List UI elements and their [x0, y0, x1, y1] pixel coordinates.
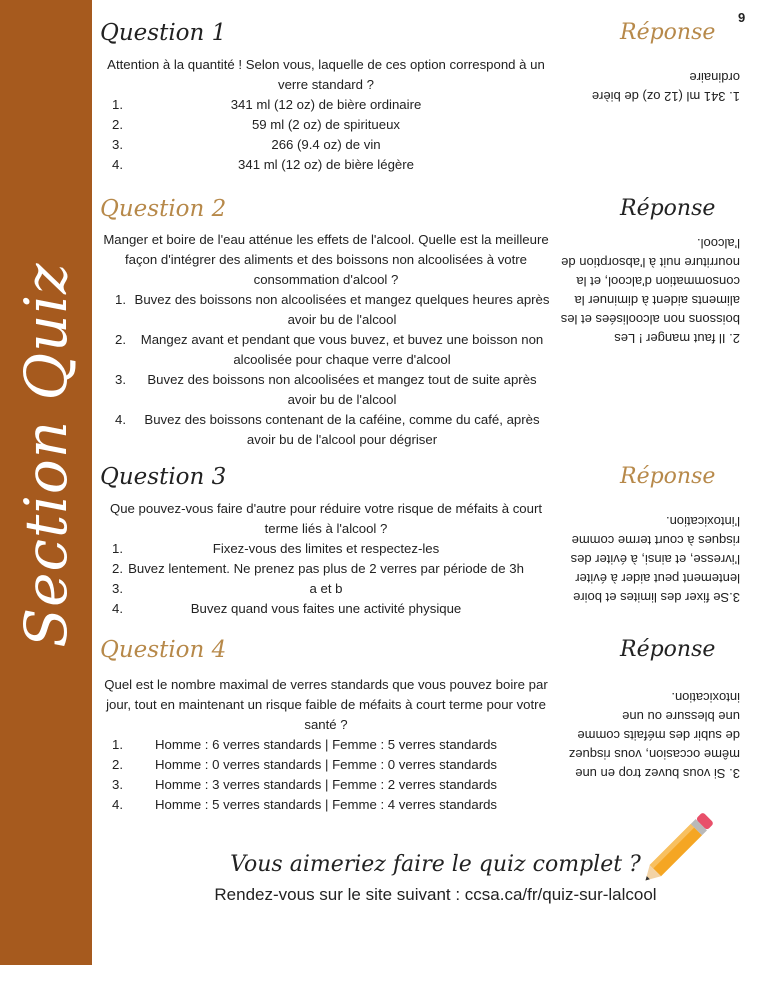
sidebar-title: Section Quiz	[12, 262, 80, 648]
option: 2. 59 ml (2 oz) de spiritueux	[112, 117, 401, 132]
answer-4-title: Réponse	[620, 637, 716, 662]
question-3-options	[100, 539, 552, 619]
question-4-options	[100, 735, 552, 815]
option: 1. 341 ml (12 oz) de bière ordinaire	[112, 97, 422, 112]
page-number: 9	[738, 10, 746, 25]
question-2-title: Question 2	[100, 196, 227, 222]
answer-4-text: 3. Si vous buvez trop en une même occasion, vous risquez de subir des méfaits comme une blessure ou une intoxication.	[568, 690, 740, 781]
option: 3. a et b	[112, 581, 343, 596]
option: 4. Buvez quand vous faites une activité physique	[112, 601, 462, 616]
option: 2. Buvez lentement. Ne prenez pas plus de 2 verres par période de 3h	[112, 561, 524, 576]
question-4-title: Question 4	[100, 637, 227, 663]
answer-2-title: Réponse	[620, 196, 716, 221]
question-4-text: Quel est le nombre maximal de verres standards que vous pouvez boire par jour, tout en maintenant un risque faible de méfaits à court terme pour votre santé ?	[104, 677, 548, 732]
option: 1. Buvez des boissons non alcoolisées et mangez quelques heures après avoir bu de l'alcool	[115, 292, 550, 327]
option: 3. Homme : 3 verres standards | Femme : 2 verres standards	[112, 777, 498, 792]
question-1-title: Question 1	[100, 20, 227, 46]
question-1-text: Attention à la quantité ! Selon vous, laquelle de ces option correspond à un verre standard ?	[107, 57, 545, 92]
question-2-text: Manger et boire de l'eau atténue les effets de l'alcool. Quelle est la meilleure façon d'intégrer des aliments et des boissons non alcoolisées à votre consommation d'alcool ?	[103, 232, 549, 287]
answer-1-text: 1. 341 ml (12 oz) de bière ordinaire	[591, 70, 740, 104]
answer-2-text: 2. Il faut manger ! Les boissons non alcoolisées et les aliments aident à diminuer la consommation d'alcool, et la nourriture nuit à l'absorption de l'alcool.	[560, 236, 740, 346]
option: 2. Mangez avant et pendant que vous buvez, et buvez une boisson non alcoolisée pour chaque verre d'alcool	[115, 332, 544, 367]
answer-3-text: 3.Se fixer des limites et boire lentement peut aider à éviter l'ivresse, et ainsi, à éviter des risques à court terme comme l'intoxication.	[570, 514, 740, 605]
option: 4. Homme : 5 verres standards | Femme : 4 verres standards	[112, 797, 498, 812]
pencil-icon	[628, 800, 728, 895]
question-3-text: Que pouvez-vous faire d'autre pour réduire votre risque de méfaits à court terme liés à l'alcool ?	[109, 501, 543, 536]
sidebar	[0, 0, 92, 965]
answer-3-title: Réponse	[620, 464, 716, 489]
footer-title: Vous aimeriez faire le quiz complet ?	[230, 852, 641, 877]
option: 3. Buvez des boissons non alcoolisées et mangez tout de suite après avoir bu de l'alcool	[115, 372, 537, 407]
question-3-title: Question 3	[100, 464, 227, 490]
question-1-options	[100, 95, 552, 175]
option: 1. Homme : 6 verres standards | Femme : 5 verres standards	[112, 737, 498, 752]
option: 4. 341 ml (12 oz) de bière légère	[112, 157, 414, 172]
option: 4. Buvez des boissons contenant de la caféine, comme du café, après avoir bu de l'alcool pour dégriser	[115, 412, 540, 447]
footer-link[interactable]: Rendez-vous sur le site suivant : ccsa.ca/fr/quiz-sur-lalcool	[214, 885, 657, 904]
option: 3. 266 (9.4 oz) de vin	[112, 137, 381, 152]
option: 2. Homme : 0 verres standards | Femme : 0 verres standards	[112, 757, 498, 772]
option: 1. Fixez-vous des limites et respectez-les	[112, 541, 440, 556]
question-2-options	[100, 290, 552, 450]
answer-1-title: Réponse	[620, 20, 716, 45]
